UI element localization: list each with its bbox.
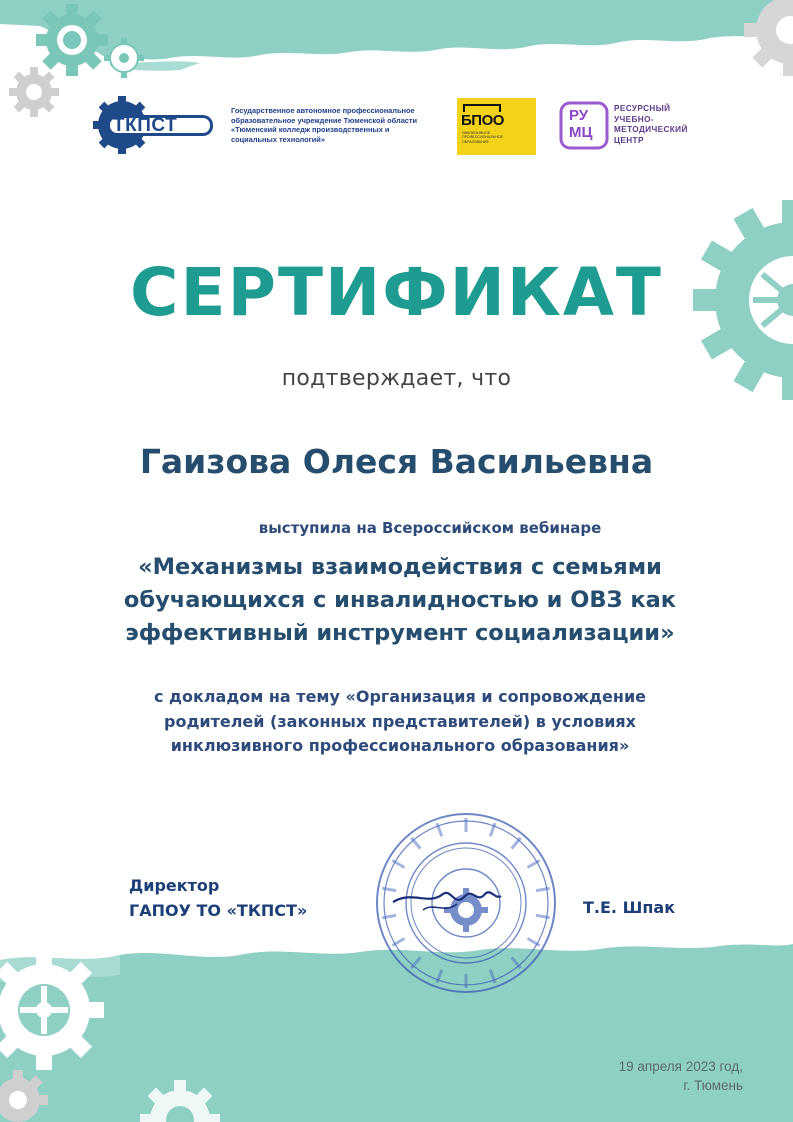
report-line: инклюзивного профессионального образования» <box>170 736 630 755</box>
signatory-name: Т.Е. Шпак <box>583 898 676 917</box>
event-title-line: обучающихся с инвалидностью и ОВЗ как <box>123 587 677 613</box>
issue-date: 19 апреля 2023 год, <box>618 1059 743 1074</box>
org-line: Государственное автономное профессиональное <box>231 106 415 115</box>
rumc-line: ЦЕНТР <box>614 135 644 145</box>
official-stamp <box>373 810 559 996</box>
issue-place: г. Тюмень <box>683 1078 743 1093</box>
gear-icon-top-left <box>36 4 108 76</box>
tkpst-logo-text: ТКПСТ <box>113 115 178 136</box>
event-title-line: «Механизмы взаимодействия с семьями <box>138 554 662 580</box>
rumc-letters-bottom: МЦ <box>569 124 593 141</box>
confirm-text: подтверждает, что <box>281 366 512 391</box>
report-line: родителей (законных представителей) в условиях <box>164 711 636 731</box>
signature-scribble <box>393 892 501 902</box>
rumc-letters-top: РУ <box>569 107 589 124</box>
report-line: с докладом на тему «Организация и сопровождение <box>153 687 647 706</box>
rumc-line: МЕТОДИЧЕСКИЙ <box>614 125 688 135</box>
bpoo-subtitle: ИНКЛЮЗИВНОЕ ПРОФЕССИОНАЛЬНОЕ ОБРАЗОВАНИЕ <box>462 131 503 144</box>
event-intro: выступила на Всероссийском вебинаре <box>258 519 602 537</box>
event-title-line: эффективный инструмент социализации» <box>125 620 675 646</box>
event-title <box>40 551 760 650</box>
organization-name <box>231 106 446 144</box>
certificate-title: СЕРТИФИКАТ <box>130 254 663 331</box>
rumc-logo <box>559 101 609 150</box>
rumc-name <box>614 104 714 146</box>
rumc-line: УЧЕБНО- <box>614 114 654 124</box>
org-line: социальных технологий» <box>231 134 325 144</box>
issue-date-place <box>560 1057 743 1095</box>
signatory-title: Директор <box>129 876 220 895</box>
tkpst-logo <box>93 96 217 154</box>
bpoo-title: БПОО <box>461 112 504 129</box>
rumc-line: РЕСУРСНЫЙ <box>614 104 671 113</box>
org-line: «Тюменский колледж производственных и <box>231 125 390 135</box>
signatory-organization: ГАПОУ ТО «ТКПСТ» <box>129 901 308 920</box>
org-line: образовательное учреждение Тюменской области <box>231 115 418 125</box>
gear-icon-grey-left <box>9 67 59 117</box>
bpoo-logo <box>457 98 536 155</box>
recipient-name: Гаизова Олеся Васильевна <box>139 442 654 481</box>
signatory-role <box>129 873 369 923</box>
bpoo-mark-icon <box>463 104 501 112</box>
report-topic <box>90 685 710 759</box>
